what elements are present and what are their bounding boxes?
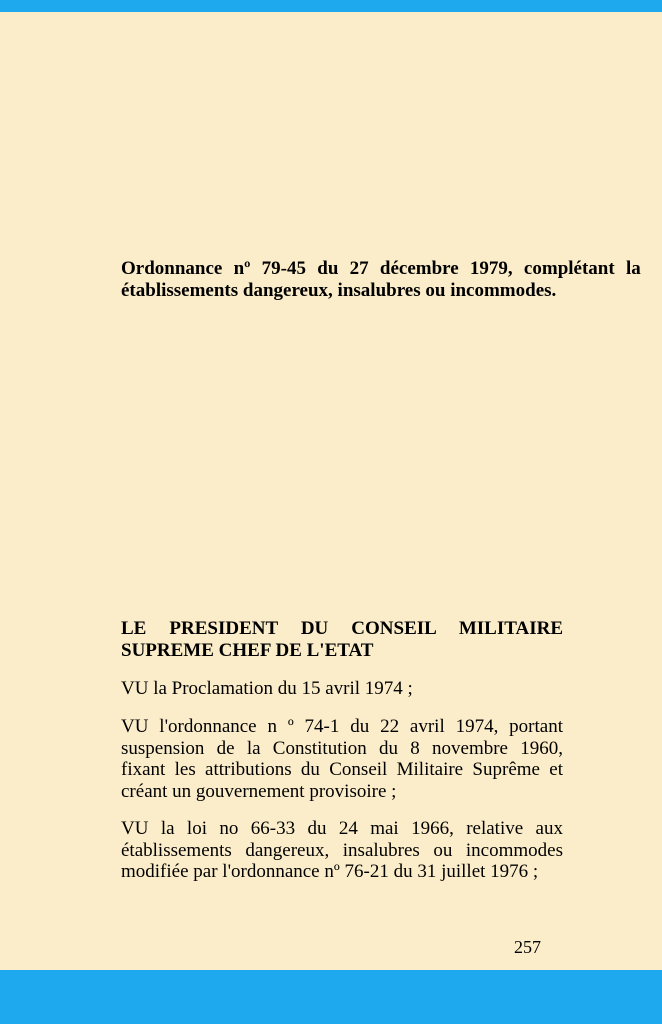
- paragraph-line: modifiée par l'ordonnance nº 76-21 du 31 juillet 1976 ;: [121, 861, 539, 882]
- bottom-bar: [0, 970, 662, 1024]
- page-number: 257: [514, 937, 541, 957]
- issuer-heading: [121, 618, 563, 661]
- paragraph-proclamation: VU la Proclamation du 15 avril 1974 ;: [121, 678, 413, 699]
- title-line-1: Ordonnance nº 79-45 du 27 décembre 1979, complétant la: [121, 258, 641, 279]
- paragraph-line: créant un gouvernement provisoire ;: [121, 780, 397, 802]
- paragraph-line: fixant les attributions du Conseil Militaire Suprême et: [121, 759, 563, 780]
- paragraph-line: VU l'ordonnance n º 74-1 du 22 avril 1974, portant: [121, 716, 563, 737]
- paragraph-line: établissements dangereux, insalubres ou incommodes: [121, 839, 563, 861]
- heading-line-2: SUPREME CHEF DE L'ETAT: [121, 639, 374, 661]
- document-title: [121, 258, 662, 302]
- paragraph-loi: [121, 818, 563, 883]
- paragraph-line: suspension de la Constitution du 8 novembre 1960,: [121, 737, 563, 759]
- paragraph-line: VU la loi no 66-33 du 24 mai 1966, relative aux: [121, 818, 563, 839]
- paragraph-ordonnance: [121, 716, 563, 802]
- title-line-2: établissements dangereux, insalubres ou incommodes.: [121, 280, 557, 301]
- heading-line-1: LE PRESIDENT DU CONSEIL MILITAIRE: [121, 618, 563, 639]
